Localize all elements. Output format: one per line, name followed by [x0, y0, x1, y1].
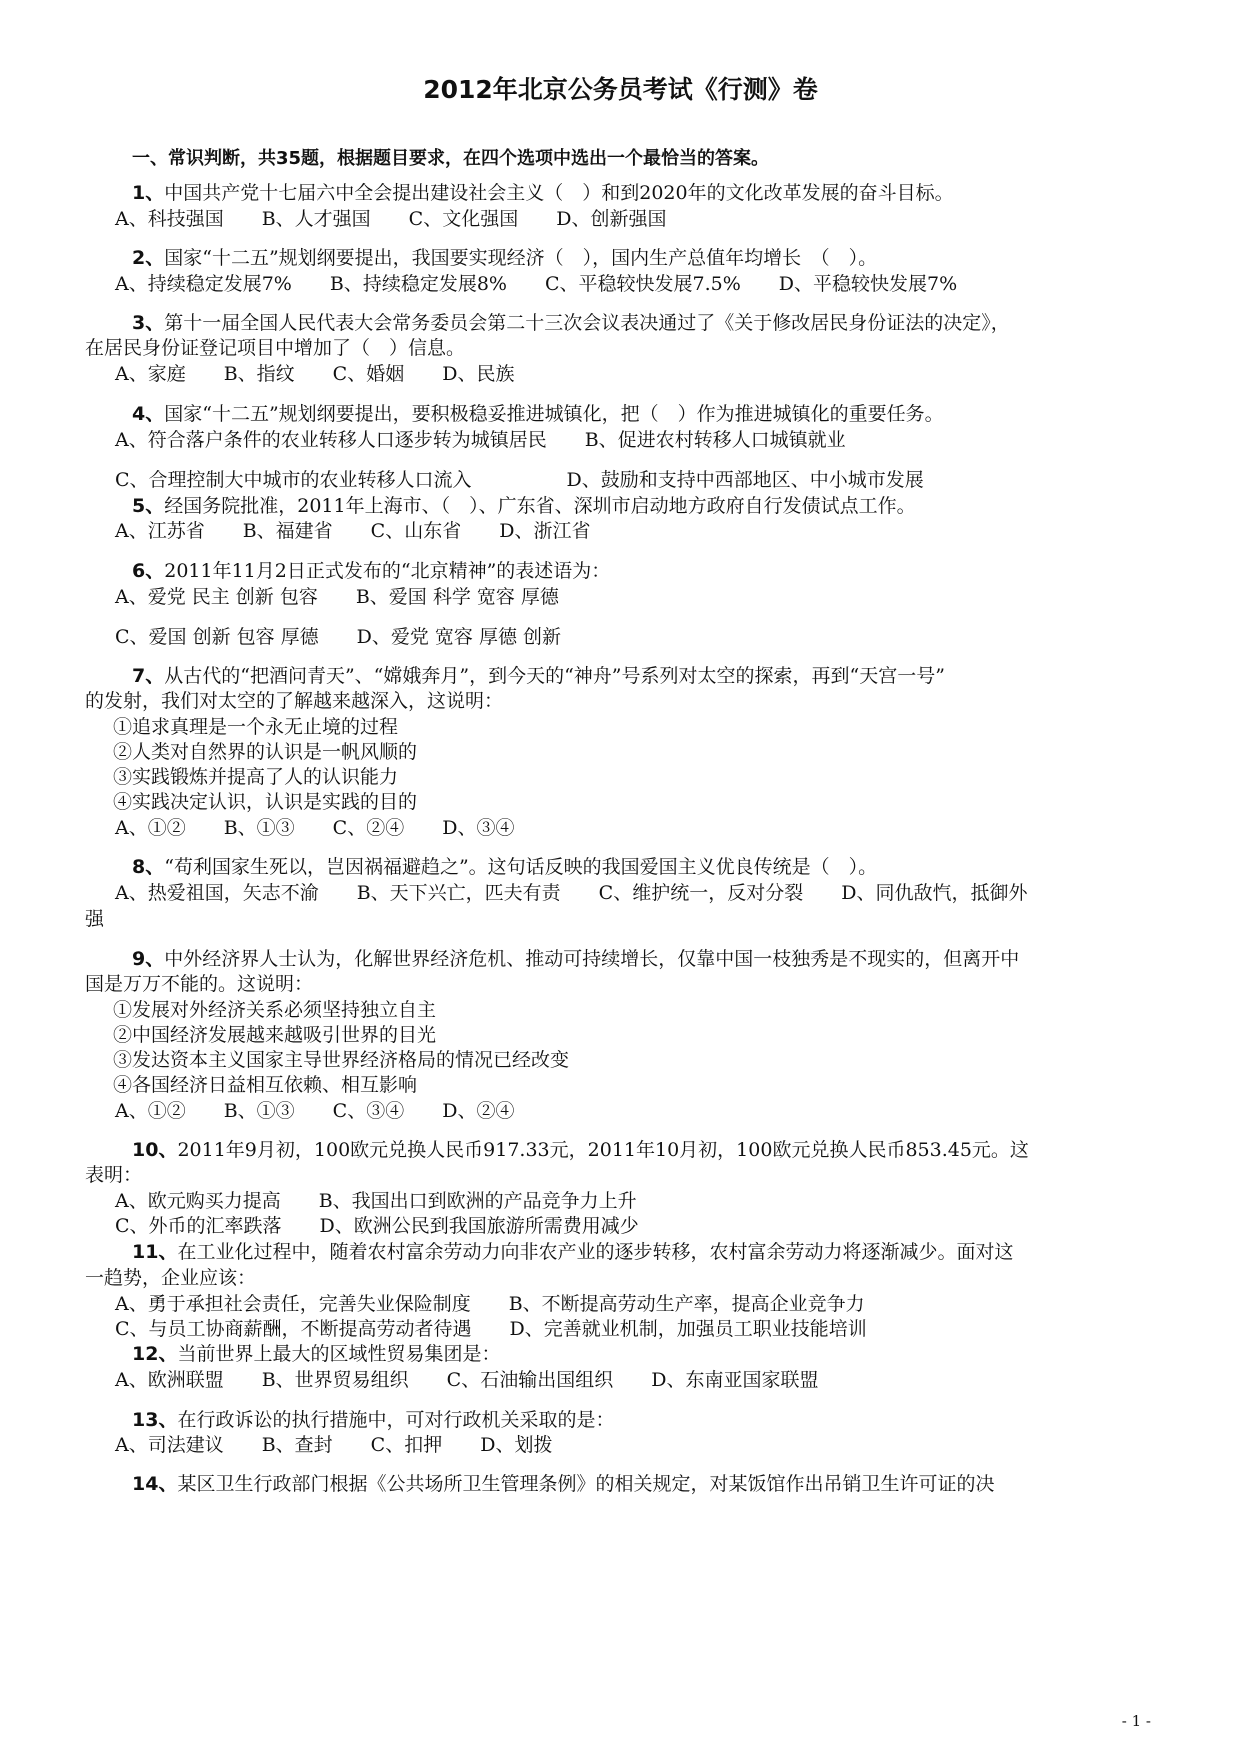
question-7-option-line: ③实践锻炼并提高了人的认识能力	[113, 766, 399, 788]
question-4-option-line: A、符合落户条件的农业转移人口逐步转为城镇居民 B、促进农村转移人口城镇就业	[115, 429, 846, 451]
question-12-text-line	[132, 1345, 500, 1364]
question-1-option-line: A、科技强国 B、人才强国 C、文化强国 D、创新强国	[115, 208, 667, 230]
question-stem: 中国共产党十七届六中全会提出建设社会主义（ ）和到2020年的文化改革发展的奋斗目标。	[164, 182, 954, 204]
question-6-option-line: C、爱国 创新 包容 厚德 D、爱党 宽容 厚德 创新	[115, 626, 562, 648]
question-9-option-line: ③发达资本主义国家主导世界经济格局的情况已经改变	[113, 1049, 570, 1071]
question-number: 5、	[132, 495, 165, 517]
question-10-option-line: C、外币的汇率跌落 D、欧洲公民到我国旅游所需费用减少	[115, 1215, 639, 1237]
question-7-option-line: A、①② B、①③ C、②④ D、③④	[115, 817, 515, 839]
question-3-text-line: 在居民身份证登记项目中增加了（ ）信息。	[85, 337, 466, 359]
question-14-text-line	[132, 1475, 994, 1494]
question-stem: 国家“十二五”规划纲要提出，我国要实现经济（ ），国内生产总值年均增长 （ ）。	[164, 247, 878, 269]
question-number: 11、	[132, 1241, 178, 1263]
page-number: - 1 -	[1121, 1712, 1151, 1730]
question-6-text-line	[132, 562, 610, 581]
question-9-text-line: 国是万万不能的。这说明：	[85, 973, 314, 995]
question-number: 2、	[132, 247, 165, 269]
question-4-option-line: C、合理控制大中城市的农业转移人口流入 D、鼓励和支持中西部地区、中小城市发展	[115, 469, 924, 491]
question-number: 1、	[132, 182, 165, 204]
question-8-option-line: A、热爱祖国，矢志不渝 B、天下兴亡，匹夫有责 C、维护统一，反对分裂 D、同仇敌忾，抵御外	[115, 882, 1028, 904]
question-stem: 2011年9月初，100欧元兑换人民币917.33元，2011年10月初，100欧元兑换人民币853.45元。这	[177, 1139, 1029, 1161]
question-5-text-line	[132, 497, 916, 516]
question-number: 4、	[132, 403, 165, 425]
question-number: 10、	[132, 1139, 178, 1161]
question-10-text-line: 表明：	[85, 1164, 143, 1186]
question-stem: 从古代的“把酒问青天”、“嫦娥奔月”，到今天的“神舟”号系列对太空的探索，再到“天宫一号”	[164, 665, 945, 687]
question-11-text-line	[132, 1243, 1013, 1262]
question-1-text-line	[132, 184, 954, 203]
question-9-option-line: ④各国经济日益相互依赖、相互影响	[113, 1074, 418, 1096]
question-stem: 当前世界上最大的区域性贸易集团是：	[177, 1343, 501, 1365]
question-7-option-line: ②人类对自然界的认识是一帆风顺的	[113, 741, 418, 763]
question-7-option-line: ④实践决定认识，认识是实践的目的	[113, 791, 418, 813]
question-stem: 中外经济界人士认为，化解世界经济危机、推动可持续增长，仅靠中国一枝独秀是不现实的，但离开中	[164, 948, 1020, 970]
question-number: 8、	[132, 856, 165, 878]
question-4-text-line	[132, 405, 944, 424]
question-number: 7、	[132, 665, 165, 687]
question-number: 9、	[132, 948, 165, 970]
question-3-text-line	[132, 314, 1010, 333]
question-13-text-line	[132, 1411, 614, 1430]
question-10-option-line: A、欧元购买力提高 B、我国出口到欧洲的产品竞争力上升	[115, 1190, 637, 1212]
question-3-option-line: A、家庭 B、指纹 C、婚姻 D、民族	[115, 363, 515, 385]
question-stem: 某区卫生行政部门根据《公共场所卫生管理条例》的相关规定，对某饭馆作出吊销卫生许可证的决	[177, 1473, 995, 1495]
page-title: 2012年北京公务员考试《行测》卷	[423, 75, 818, 104]
question-10-text-line	[132, 1141, 1029, 1160]
question-9-option-line: ②中国经济发展越来越吸引世界的目光	[113, 1024, 437, 1046]
question-12-option-line: A、欧洲联盟 B、世界贸易组织 C、石油输出国组织 D、东南亚国家联盟	[115, 1369, 819, 1391]
question-number: 13、	[132, 1409, 178, 1431]
question-6-option-line: A、爱党 民主 创新 包容 B、爱国 科学 宽容 厚德	[115, 586, 559, 608]
question-stem: 在工业化过程中，随着农村富余劳动力向非农产业的逐步转移，农村富余劳动力将逐渐减少。面对这	[177, 1241, 1014, 1263]
question-number: 6、	[132, 560, 165, 582]
question-stem: 在行政诉讼的执行措施中，可对行政机关采取的是：	[177, 1409, 615, 1431]
question-number: 3、	[132, 312, 165, 334]
question-stem: 经国务院批准，2011年上海市、（ ）、广东省、深圳市启动地方政府自行发债试点工作。	[164, 495, 916, 517]
question-2-text-line	[132, 249, 877, 268]
question-number: 14、	[132, 1473, 178, 1495]
question-11-option-line: A、勇于承担社会责任，完善失业保险制度 B、不断提高劳动生产率，提高企业竞争力	[115, 1293, 865, 1315]
question-13-option-line: A、司法建议 B、查封 C、扣押 D、划拨	[115, 1434, 553, 1456]
question-8-text-line	[132, 858, 877, 877]
question-11-option-line: C、与员工协商薪酬，不断提高劳动者待遇 D、完善就业机制，加强员工职业技能培训	[115, 1318, 867, 1340]
question-2-option-line: A、持续稳定发展7% B、持续稳定发展8% C、平稳较快发展7.5% D、平稳较快发展7%	[115, 273, 958, 295]
question-stem: 2011年11月2日正式发布的“北京精神”的表述语为：	[164, 560, 611, 582]
question-7-text-line	[132, 667, 945, 686]
question-5-option-line: A、江苏省 B、福建省 C、山东省 D、浙江省	[115, 520, 591, 542]
question-stem: 第十一届全国人民代表大会常务委员会第二十三次会议表决通过了《关于修改居民身份证法的决定》，	[164, 312, 1010, 334]
question-9-text-line	[132, 950, 1019, 969]
question-9-option-line: A、①② B、①③ C、③④ D、②④	[115, 1100, 515, 1122]
question-7-option-line: ①追求真理是一个永无止境的过程	[113, 716, 399, 738]
question-9-option-line: ①发展对外经济关系必须坚持独立自主	[113, 999, 437, 1021]
question-stem: 国家“十二五”规划纲要提出，要积极稳妥推进城镇化，把（ ）作为推进城镇化的重要任务。	[164, 403, 944, 425]
question-stem: “苟利国家生死以，岂因祸福避趋之”。这句话反映的我国爱国主义优良传统是（ ）。	[164, 856, 878, 878]
question-8-option-line: 强	[85, 908, 105, 930]
question-number: 12、	[132, 1343, 178, 1365]
question-7-text-line: 的发射，我们对太空的了解越来越深入，这说明：	[85, 690, 504, 712]
section-heading: 一、常识判断，共35题，根据题目要求，在四个选项中选出一个最恰当的答案。	[132, 148, 770, 169]
question-11-text-line: 一趋势，企业应该：	[85, 1267, 257, 1289]
